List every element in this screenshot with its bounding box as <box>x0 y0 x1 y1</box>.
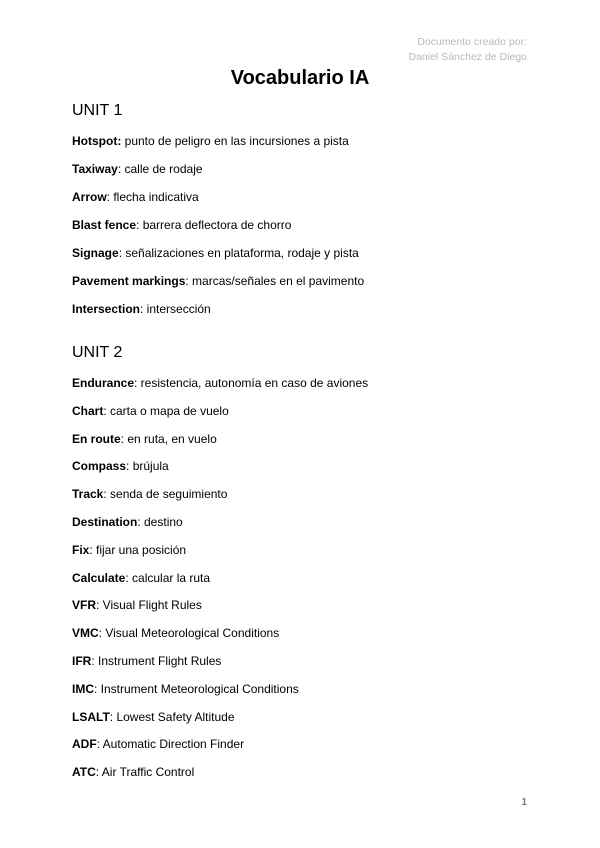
vocabulary-entry <box>72 543 186 557</box>
vocabulary-entry <box>72 682 299 696</box>
vocabulary-term: LSALT <box>72 709 110 724</box>
vocabulary-entry <box>72 190 199 204</box>
vocabulary-entry <box>72 134 349 148</box>
vocabulary-entry <box>72 246 359 260</box>
author-credit-label: Documento creado por: <box>417 36 527 48</box>
vocabulary-term: Blast fence <box>72 218 137 232</box>
vocabulary-entry <box>72 404 229 418</box>
vocabulary-entry <box>72 218 291 232</box>
vocabulary-definition: : brújula <box>126 459 169 474</box>
vocabulary-definition: : destino <box>137 515 183 529</box>
vocabulary-definition: : flecha indicativa <box>106 190 199 204</box>
vocabulary-entry <box>72 515 183 529</box>
vocabulary-entry <box>72 654 221 668</box>
vocabulary-definition: : resistencia, autonomía en caso de aviones <box>134 376 369 390</box>
vocabulary-term: Fix <box>72 542 90 557</box>
unit-2-section <box>72 343 542 780</box>
unit-heading: UNIT 2 <box>72 344 123 361</box>
vocabulary-term: ATC <box>72 765 96 780</box>
vocabulary-entry <box>72 432 217 446</box>
vocabulary-entry <box>72 302 211 316</box>
vocabulary-definition: : Air Traffic Control <box>95 765 195 780</box>
vocabulary-entry <box>72 598 202 612</box>
vocabulary-definition: : calcular la ruta <box>125 570 211 585</box>
vocabulary-term: IMC <box>72 681 94 696</box>
vocabulary-term: Destination <box>72 515 138 529</box>
vocabulary-definition: : Visual Flight Rules <box>96 598 202 613</box>
vocabulary-term: En route <box>72 431 121 446</box>
vocabulary-definition: : calle de rodaje <box>117 162 203 176</box>
vocabulary-definition: punto de peligro en las incursiones a pista <box>121 134 349 148</box>
vocabulary-entry <box>72 376 368 390</box>
vocabulary-term: VMC <box>72 626 99 641</box>
vocabulary-definition: : Lowest Safety Altitude <box>109 709 235 724</box>
vocabulary-term: Signage <box>72 246 119 260</box>
vocabulary-definition: : senda de seguimiento <box>103 487 228 502</box>
vocabulary-definition: : Automatic Direction Finder <box>96 737 245 752</box>
vocabulary-term: Hotspot: <box>72 134 122 148</box>
vocabulary-term: IFR <box>72 654 92 668</box>
vocabulary-term: ADF <box>72 737 97 752</box>
vocabulary-term: Endurance <box>72 376 135 390</box>
vocabulary-term: VFR <box>72 598 96 613</box>
vocabulary-term: Track <box>72 487 104 502</box>
vocabulary-definition: : barrera deflectora de chorro <box>136 218 292 232</box>
vocabulary-term: Calculate <box>72 570 126 585</box>
vocabulary-entry <box>72 571 210 585</box>
vocabulary-entry <box>72 487 227 501</box>
vocabulary-definition: : marcas/señales en el pavimento <box>185 274 365 288</box>
vocabulary-definition: : señalizaciones en plataforma, rodaje y pista <box>118 246 359 260</box>
vocabulary-entry <box>72 737 244 751</box>
vocabulary-term: Compass <box>72 459 127 474</box>
vocabulary-term: Pavement markings <box>72 274 186 288</box>
vocabulary-definition: : Visual Meteorological Conditions <box>98 626 280 641</box>
vocabulary-entry <box>72 710 235 724</box>
vocabulary-definition: : en ruta, en vuelo <box>120 431 217 446</box>
vocabulary-entry <box>72 459 169 473</box>
author-name: Daniel Sánchez de Diego <box>408 51 527 63</box>
page-title: Vocabulario IA <box>230 67 370 89</box>
unit-1-section <box>72 101 542 316</box>
vocabulary-definition: : Instrument Meteorological Conditions <box>94 681 299 696</box>
vocabulary-term: Taxiway <box>72 162 118 176</box>
author-credit <box>409 35 528 65</box>
vocabulary-definition: : fijar una posición <box>89 542 187 557</box>
vocabulary-definition: : intersección <box>140 302 211 316</box>
vocabulary-entry <box>72 162 203 176</box>
vocabulary-term: Chart <box>72 403 104 418</box>
page-number: 1 <box>521 797 527 808</box>
vocabulary-definition: : Instrument Flight Rules <box>91 654 222 668</box>
vocabulary-entry <box>72 626 279 640</box>
vocabulary-definition: : carta o mapa de vuelo <box>103 403 229 418</box>
unit-heading: UNIT 1 <box>72 102 123 119</box>
vocabulary-entry <box>72 765 194 779</box>
vocabulary-term: Intersection <box>72 302 141 316</box>
vocabulary-entry <box>72 274 364 288</box>
vocabulary-term: Arrow <box>72 190 107 204</box>
